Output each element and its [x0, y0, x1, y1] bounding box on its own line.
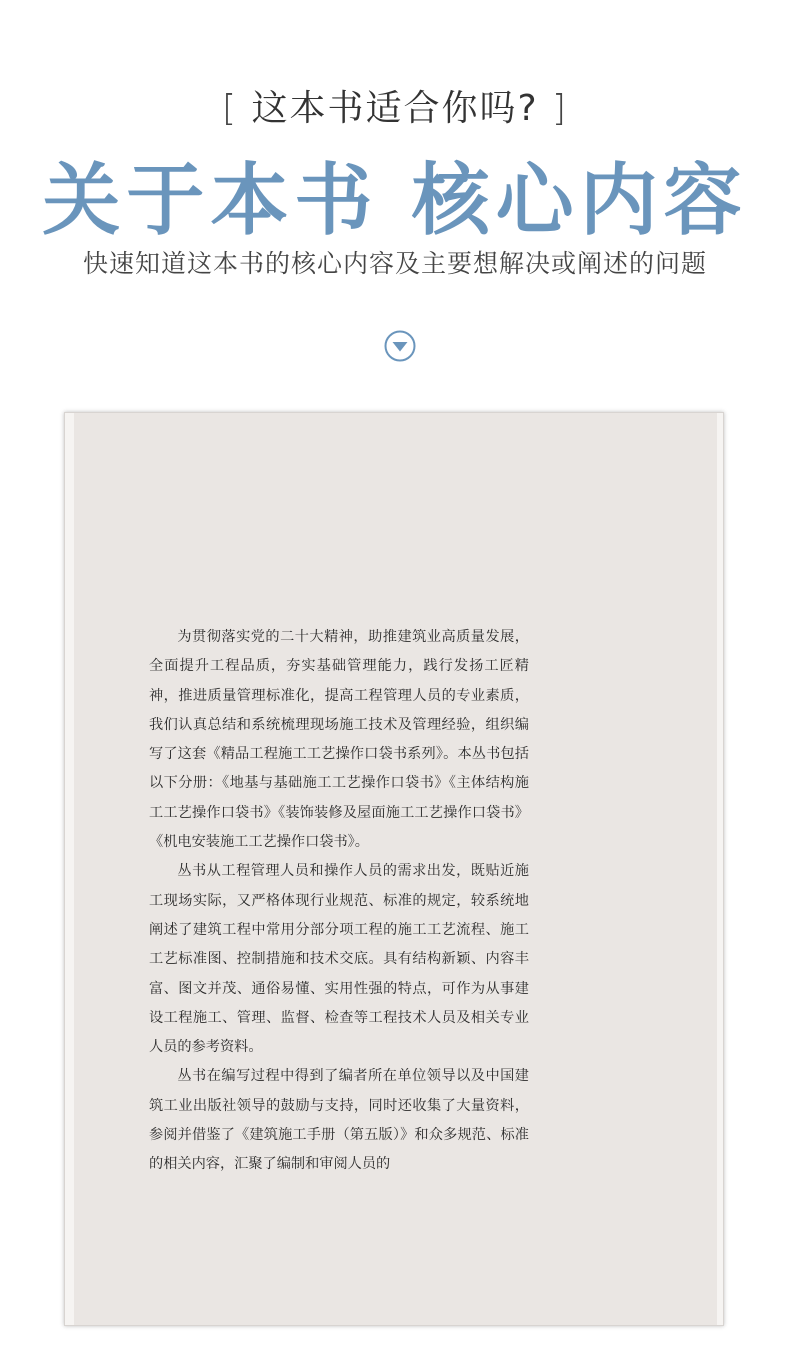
kicker-bracket-open: [ — [221, 88, 238, 129]
chevron-down-circle-icon — [384, 330, 416, 362]
page-title: 关于本书 核心内容 — [42, 155, 748, 246]
book-page-card — [64, 412, 724, 1326]
book-page-text — [149, 623, 529, 1180]
kicker-bracket-close: ] — [552, 88, 569, 129]
paragraph: 丛书在编写过程中得到了编者所在单位领导以及中国建筑工业出版社领导的鼓励与支持，同时还收集了大量资料，参阅并借鉴了《建筑施工手册（第五版）》和众多规范、标准的相关内容，汇聚了编制和审阅人员的 — [149, 1068, 529, 1173]
paragraph: 为贯彻落实党的二十大精神，助推建筑业高质量发展，全面提升工程品质，夯实基础管理能力，践行发扬工匠精神，推进质量管理标准化，提高工程管理人员的专业素质，我们认真总结和系统梳理现场施工技术及管理经验，组织编写了这套《精品工程施工工艺操作口袋书系列》。本丛书包括以下分册：《地基与基础施工工艺操作口袋书》《主体结构施工工艺操作口袋书》《装饰装修及屋面施工工艺操作口袋书》《机电安装施工工艺操作口袋书》。 — [149, 629, 529, 851]
page-subtitle: 快速知道这本书的核心内容及主要想解决或阐述的问题 — [82, 249, 707, 278]
header-kicker — [0, 80, 790, 131]
paragraph: 丛书从工程管理人员和操作人员的需求出发，既贴近施工现场实际，又严格体现行业规范、标准的规定，较系统地阐述了建筑工程中常用分部分项工程的施工工艺流程、施工工艺标准图、控制措施和技术交底。具有结构新颖、内容丰富、图文并茂、通俗易懂、实用性强的特点，可作为从事建设工程施工、管理、监督、检查等工程技术人员及相关专业人员的参考资料。 — [149, 863, 529, 1056]
kicker-text: 这本书适合你吗? — [251, 88, 539, 129]
